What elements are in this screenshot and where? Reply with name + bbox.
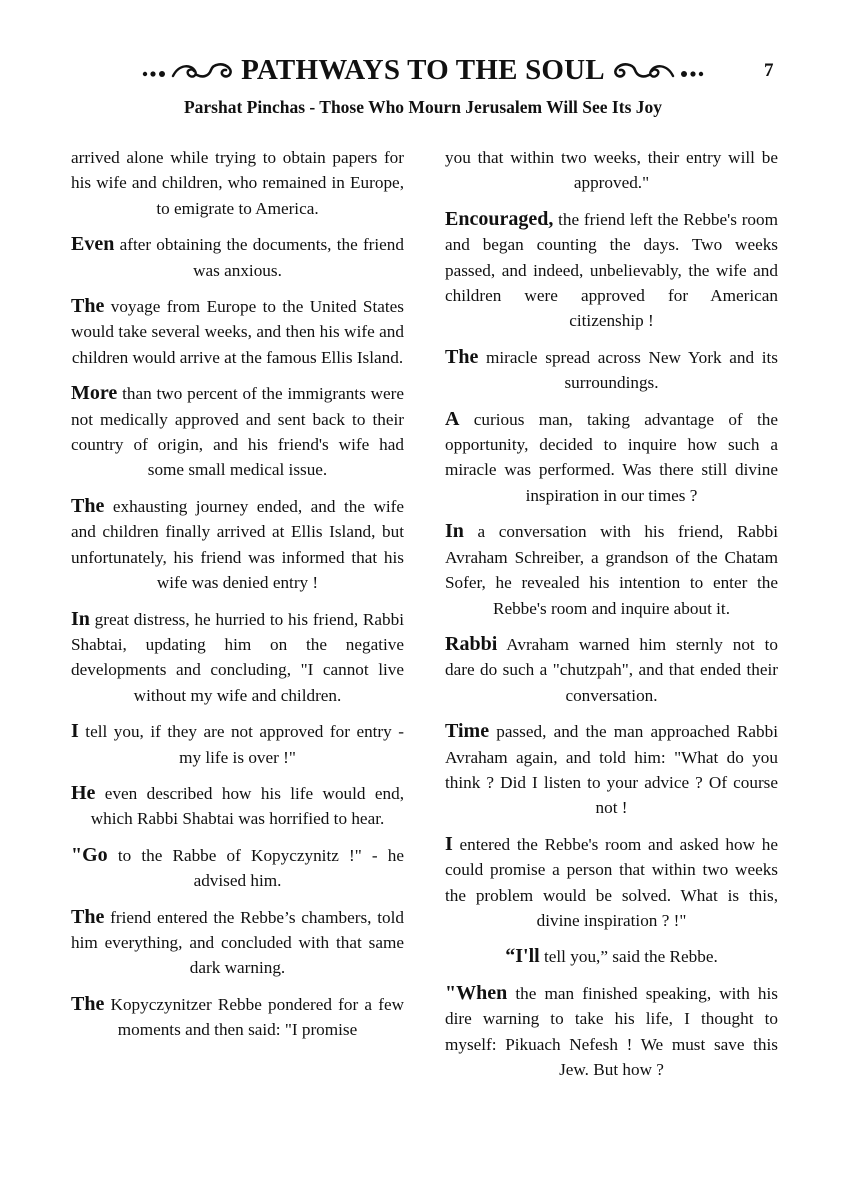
paragraph xyxy=(71,232,404,283)
paragraph-text: friend entered the Rebbe’s chambers, told him everything, and concluded with that same dark warning. xyxy=(71,907,404,978)
paragraph xyxy=(445,719,778,821)
paragraph xyxy=(445,145,778,196)
title-banner xyxy=(130,50,716,90)
left-column xyxy=(71,145,404,1054)
paragraph-text: to the Rabbe of Kopyczynitz !" - he advised him. xyxy=(107,845,404,891)
paragraph-text: voyage from Europe to the United States would take several weeks, and then his wife and children would arrive at the famous Ellis Island. xyxy=(71,297,404,367)
paragraph-lead: The xyxy=(71,295,105,318)
paragraph-text: you that within two weeks, their entry will be approved." xyxy=(445,148,778,193)
paragraph-lead: The xyxy=(71,992,105,1015)
paragraph xyxy=(445,832,778,934)
paragraph-text: entered the Rebbe's room and asked how he could promise a person that within two weeks the problem would be solved. What is this, divine inspiration ? !" xyxy=(445,834,778,930)
paragraph-text: even described how his life would end, which Rabbi Shabtai was horrified to hear. xyxy=(90,783,404,829)
paragraph-lead: "When xyxy=(445,981,508,1004)
paragraph xyxy=(445,407,778,509)
paragraph xyxy=(445,632,778,708)
paragraph-text: Avraham warned him sternly not to dare do such a "chutzpah", and that ended their conversation. xyxy=(445,634,778,705)
paragraph xyxy=(71,494,404,596)
page-header xyxy=(0,50,846,94)
paragraph-lead: Even xyxy=(71,233,115,256)
page-subtitle: Parshat Pinchas - Those Who Mourn Jerusalem Will See Its Joy xyxy=(183,97,663,117)
paragraph-lead: A xyxy=(445,407,460,430)
paragraph-text: the friend left the Rebbe's room and began counting the days. Two weeks passed, and indeed, unbelievably, the wife and children were approved for American citizenship ! xyxy=(445,209,778,331)
paragraph-lead: Time xyxy=(445,720,490,743)
paragraph-lead: I xyxy=(445,832,453,855)
paragraph xyxy=(71,905,404,981)
paragraph-lead: The xyxy=(71,494,105,517)
paragraph xyxy=(71,992,404,1043)
paragraph xyxy=(71,843,404,894)
paragraph xyxy=(445,345,778,396)
paragraph xyxy=(445,944,778,969)
paragraph xyxy=(71,607,404,709)
paragraph-text: passed, and the man approached Rabbi Avraham again, and told him: "What do you think ? Did I listen to your advice ? Of course not ! xyxy=(445,722,778,818)
paragraph-lead: More xyxy=(71,382,118,405)
paragraph-lead: "Go xyxy=(71,843,108,866)
paragraph xyxy=(71,381,404,483)
paragraph xyxy=(71,781,404,832)
paragraph xyxy=(71,145,404,221)
paragraph-lead: He xyxy=(71,781,96,804)
paragraph xyxy=(445,207,778,334)
paragraph-text: miracle spread across New York and its surroundings. xyxy=(478,347,778,393)
paragraph-text: a conversation with his friend, Rabbi Avraham Schreiber, a grandson of the Chatam Sofer, he revealed his intention to enter the Rebbe's room and inquire about it. xyxy=(445,522,778,618)
paragraph-lead: Rabbi xyxy=(445,632,498,655)
paragraph-text: tell you,” said the Rebbe. xyxy=(539,947,718,967)
paragraph-text: exhausting journey ended, and the wife and children finally arrived at Ellis Island, but unfortunately, his friend was informed that his wife was denied entry ! xyxy=(71,496,404,593)
page-number: 7 xyxy=(764,60,774,81)
flourish-right-icon xyxy=(611,58,707,82)
paragraph-text: great distress, he hurried to his friend, Rabbi Shabtai, updating him on the negative developments and concluding, "I cannot live without my wife and children. xyxy=(71,609,404,705)
paragraph xyxy=(71,294,404,370)
paragraph xyxy=(445,519,778,621)
paragraph-lead: The xyxy=(71,905,105,928)
paragraph-lead: Encouraged, xyxy=(445,207,554,230)
paragraph xyxy=(445,981,778,1083)
right-column xyxy=(445,145,778,1093)
paragraph-lead: The xyxy=(445,345,479,368)
paragraph-text: after obtaining the documents, the friend was anxious. xyxy=(114,235,404,280)
paragraph xyxy=(71,719,404,770)
paragraph-lead: I xyxy=(71,720,79,743)
paragraph-text: the man finished speaking, with his dire warning to take his life, I thought to myself: Pikuach Nefesh ! We must save this Jew. But how ? xyxy=(445,983,778,1079)
paragraph-text: arrived alone while trying to obtain papers for his wife and children, who remained in Europe, to emigrate to America. xyxy=(71,148,404,218)
paragraph-lead: In xyxy=(445,520,464,543)
paragraph-text: curious man, taking advantage of the opportunity, decided to inquire how such a miracle was performed. Was there still divine inspiration in our times ? xyxy=(445,409,778,505)
paragraph-text: than two percent of the immigrants were not medically approved and sent back to their country of origin, and his friend's wife had some small medical issue. xyxy=(71,384,404,480)
paragraph-text: tell you, if they are not approved for entry - my life is over !" xyxy=(78,722,404,767)
paragraph-lead: In xyxy=(71,607,90,630)
page-title: PATHWAYS TO THE SOUL xyxy=(241,53,605,86)
flourish-left-icon xyxy=(139,58,235,82)
paragraph-lead: “I'll xyxy=(505,945,540,968)
paragraph-text: Kopyczynitzer Rebbe pondered for a few moments and then said: "I promise xyxy=(104,994,404,1040)
